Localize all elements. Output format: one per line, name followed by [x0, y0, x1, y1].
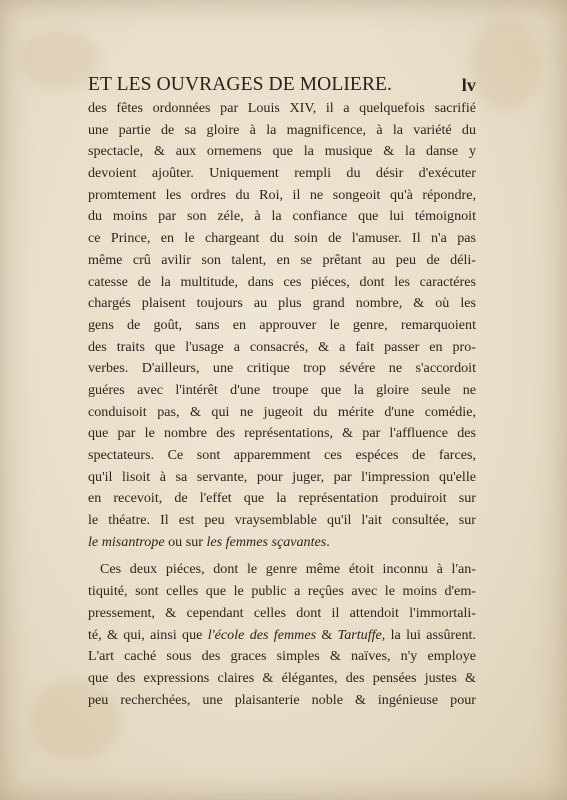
text-line: catesse de la multitude, dans ces piéces, dont les caractéres — [88, 273, 476, 290]
text-fragment: té, & qui, ainsi que — [88, 626, 208, 643]
work-title: l'école des femmes — [207, 626, 317, 643]
text-line: des traits que l'usage a consacrés, & a fait passer en pro- — [88, 338, 476, 355]
text-line: même crû avilir son talent, en se prêtant au peu de déli- — [88, 251, 476, 268]
text-line: gens de goût, sans en approuver le genre, remarquoient — [88, 316, 476, 333]
text-line: L'art caché sous des graces simples & naïves, n'y employe — [88, 648, 476, 665]
work-title: Tartuffe — [337, 626, 382, 643]
text-fragment: & — [316, 626, 338, 643]
text-line: une partie de sa gloire à la magnificence, à la variété du — [88, 121, 476, 138]
text-line: ce Prince, en le chargeant du soin de l'amuser. Il n'a pas — [88, 230, 476, 247]
text-line: spectateurs. Ce sont apparemment ces espéces de farces, — [88, 447, 476, 463]
text-line: verbes. D'ailleurs, une critique trop sévére ne s'accordoit — [88, 360, 476, 377]
body-text — [88, 98, 476, 711]
running-title: ET LES OUVRAGES DE MOLIERE. — [88, 74, 393, 95]
text-line: le théatre. Il est peu vraysemblable qu'il l'ait consultée, sur — [88, 512, 476, 529]
text-line: que des expressions claires & élégantes, des pensées justes & — [88, 669, 476, 686]
text-line: spectacle, & aux ornemens que la musique & la danse y — [88, 143, 476, 160]
text-line: qu'il lisoit à sa servante, pour juger, par l'impression qu'elle — [88, 468, 476, 485]
text-line: promtement les ordres du Roi, il ne songeoit qu'à répondre, — [88, 186, 476, 203]
text-line: tiquité, sont celles que le public a reçûes avec le moins d'em- — [88, 583, 476, 600]
text-line-italic — [88, 625, 476, 647]
text-fragment: ou sur — [164, 533, 207, 550]
text-line: Ces deux piéces, dont le genre même étoit inconnu à l'an- — [100, 561, 476, 578]
text-line: en recevoit, de l'effet que la représentation produiroit sur — [88, 490, 476, 507]
text-fragment: . — [326, 533, 330, 550]
text-line: guéres avec l'intérêt d'une troupe que la gloire seule ne — [88, 381, 476, 398]
running-header — [88, 74, 476, 98]
text-line-italic — [88, 532, 476, 554]
work-title: le misantrope — [88, 533, 165, 550]
text-line: pressement, & cependant celles dont il attendoit l'immortali- — [88, 604, 476, 621]
text-line: conduisoit pas, & qui ne jugeoit du mérite d'une comédie, — [88, 403, 476, 420]
text-line: que par le nombre des représentations, & par l'affluence des — [88, 425, 476, 442]
text-line: devoient ajoûter. Uniquement rempli du désir d'exécuter — [88, 165, 476, 182]
paper-stain — [470, 20, 540, 110]
text-line: des fêtes ordonnées par Louis XIV, il a quelquefois sacrifié — [88, 100, 476, 116]
text-line: peu recherchées, une plaisanterie noble & ingénieuse pour — [88, 691, 476, 708]
text-fragment: , la lui assûrent. — [381, 626, 476, 643]
text-line: du moins par son zéle, à la confiance que lui témoignoit — [88, 208, 476, 225]
text-line: chargés plaisent toujours au plus grand nombre, & où les — [88, 295, 476, 312]
page-number: lv — [461, 75, 476, 95]
work-title: les femmes sçavantes — [206, 533, 327, 550]
